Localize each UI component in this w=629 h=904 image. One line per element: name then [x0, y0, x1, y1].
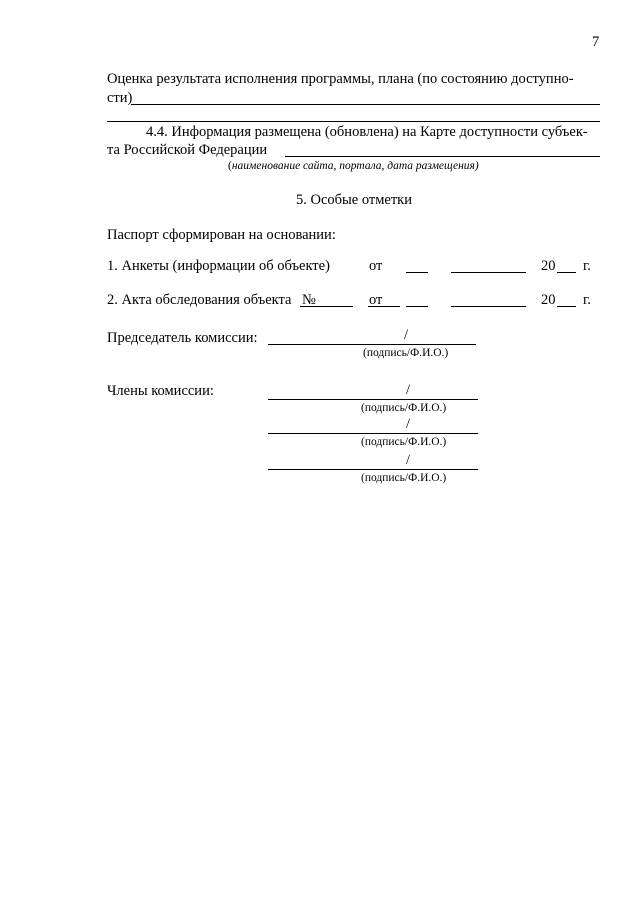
item-2-number-sign: №: [302, 292, 316, 308]
item-2-from: от: [369, 292, 383, 308]
member-2-caption: (подпись/Ф.И.О.): [361, 436, 447, 448]
assessment-line-1: Оценка результата исполнения программы, плана (по состоянию доступно-: [107, 71, 574, 87]
item-1-month-line: [451, 272, 526, 273]
section-5-title: 5. Особые отметки: [296, 192, 412, 208]
chairman-label: Председатель комиссии:: [107, 330, 258, 346]
member-3-caption: (подпись/Ф.И.О.): [361, 472, 447, 484]
chairman-slash: /: [404, 327, 409, 343]
item-2-day-line: [406, 306, 428, 307]
chairman-signature-line: [268, 344, 476, 345]
item-2-year-prefix: 20: [541, 292, 556, 308]
member-1-slash: /: [406, 382, 411, 398]
page-number: 7: [592, 34, 600, 50]
item-1-year-line: [557, 272, 576, 273]
passport-basis: Паспорт сформирован на основании:: [107, 227, 336, 243]
item-1-label: 1. Анкеты (информации об объекте): [107, 258, 330, 274]
item-1-year-prefix: 20: [541, 258, 556, 274]
member-2-slash: /: [406, 416, 411, 432]
assessment-fill-line-2: [107, 121, 600, 122]
item-2-month-line: [451, 306, 526, 307]
member-3-signature-line: [268, 469, 478, 470]
member-3-slash: /: [406, 452, 411, 468]
site-caption: (наименование сайта, портала, дата размещения): [228, 160, 479, 172]
item-1-year-suffix: г.: [583, 258, 591, 274]
assessment-line-2: сти): [107, 90, 133, 106]
member-1-caption: (подпись/Ф.И.О.): [361, 402, 447, 414]
item-1-day-line: [406, 272, 428, 273]
member-1-signature-line: [268, 399, 478, 400]
item-2-from-line: [368, 306, 400, 307]
chairman-caption: (подпись/Ф.И.О.): [363, 347, 449, 359]
site-name-fill-line: [285, 156, 600, 157]
item-2-number-line: [300, 306, 353, 307]
item-2-year-line: [557, 306, 576, 307]
section-4-4-line-2: та Российской Федерации: [107, 142, 268, 158]
item-2-year-suffix: г.: [583, 292, 591, 308]
section-4-4-line-1: 4.4. Информация размещена (обновлена) на Карте доступности субъек-: [146, 124, 588, 140]
item-1-from: от: [369, 258, 383, 274]
item-2-label: 2. Акта обследования объекта: [107, 292, 292, 308]
member-2-signature-line: [268, 433, 478, 434]
members-label: Члены комиссии:: [107, 383, 214, 399]
assessment-fill-line: [131, 104, 600, 105]
